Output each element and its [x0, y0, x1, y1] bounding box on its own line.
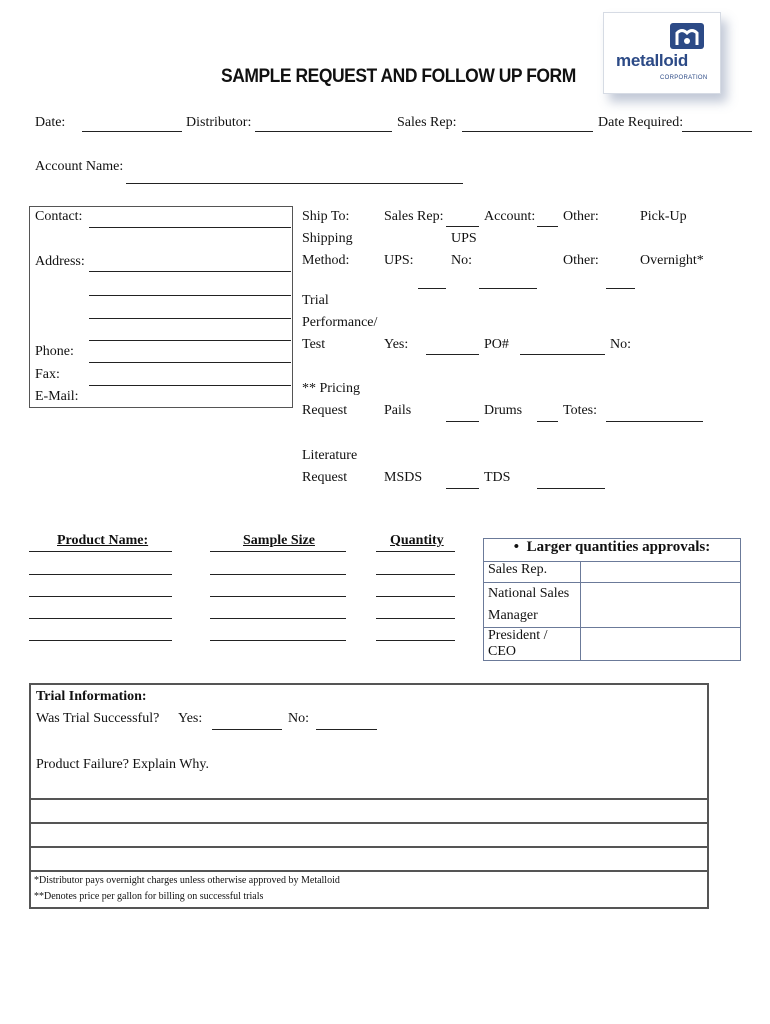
email-label: E-Mail: — [35, 389, 79, 404]
explain-line-4 — [31, 870, 707, 872]
address-field-2[interactable] — [89, 295, 291, 296]
date-field[interactable] — [82, 131, 182, 132]
trial-yes-label: Yes: — [384, 337, 409, 352]
trial-label-3: Test — [302, 337, 326, 352]
product-header-rule — [29, 551, 172, 552]
approval-role-nsm: National Sales Manager — [484, 583, 581, 628]
ship-sales-rep-field[interactable] — [446, 226, 479, 227]
address-field-3[interactable] — [89, 318, 291, 319]
address-label: Address: — [35, 254, 85, 269]
date-required-field[interactable] — [682, 131, 752, 132]
tds-field[interactable] — [537, 488, 605, 489]
po-label: PO# — [484, 337, 509, 352]
qty-header-rule — [376, 551, 455, 552]
trial-success-yes-field[interactable] — [212, 729, 282, 730]
shipping-label: Shipping — [302, 231, 353, 246]
footnote-overnight: *Distributor pays overnight charges unless otherwise approved by Metalloid — [34, 875, 340, 886]
ups-label: UPS: — [384, 253, 414, 268]
trial-no-label: No: — [610, 337, 631, 352]
quantity-field-1[interactable] — [376, 574, 455, 575]
overnight-label: Overnight* — [640, 253, 704, 268]
literature-label-1: Literature — [302, 448, 358, 463]
ship-account-field[interactable] — [537, 226, 558, 227]
ship-other-label: Other: — [563, 209, 599, 224]
method-label: Method: — [302, 253, 350, 268]
ship-to-label: Ship To: — [302, 209, 350, 224]
logo-mark-icon — [668, 21, 706, 51]
product-name-field-4[interactable] — [29, 640, 172, 641]
msds-field[interactable] — [446, 488, 479, 489]
sample-size-field-3[interactable] — [210, 618, 346, 619]
po-field[interactable] — [520, 354, 605, 355]
contact-label: Contact: — [35, 209, 83, 224]
account-name-label: Account Name: — [35, 159, 124, 174]
distributor-label: Distributor: — [186, 115, 252, 130]
logo-wordmark: metalloid — [616, 51, 688, 70]
method-other-field[interactable] — [606, 288, 635, 289]
account-name-field[interactable] — [126, 183, 463, 184]
ups-no-label: No: — [451, 253, 472, 268]
approval-role-sales-rep: Sales Rep. — [484, 562, 581, 583]
company-logo — [603, 12, 721, 94]
product-name-field-3[interactable] — [29, 618, 172, 619]
explain-line-1[interactable] — [31, 798, 707, 800]
approval-sign-nsm[interactable] — [581, 583, 741, 628]
pricing-label-1: ** Pricing — [302, 381, 360, 396]
ups-no-field[interactable] — [479, 288, 537, 289]
ship-sales-rep-label: Sales Rep: — [384, 209, 444, 224]
pricing-label-2: Request — [302, 403, 348, 418]
drums-label: Drums — [484, 403, 523, 418]
sample-size-field-2[interactable] — [210, 596, 346, 597]
sales-rep-label: Sales Rep: — [397, 115, 457, 130]
logo-subtitle: CORPORATION — [660, 75, 708, 81]
trial-info-title: Trial Information: — [36, 689, 147, 704]
footnote-pricing: **Denotes price per gallon for billing on successful trials — [34, 891, 264, 902]
size-header-rule — [210, 551, 346, 552]
explain-line-2[interactable] — [31, 822, 707, 824]
date-label: Date: — [35, 115, 66, 130]
approval-role-president: President / CEO — [484, 628, 581, 661]
phone-field[interactable] — [89, 362, 291, 363]
approvals-table — [483, 538, 741, 661]
sample-size-field-4[interactable] — [210, 640, 346, 641]
contact-box — [29, 206, 293, 408]
ups-top-label: UPS — [451, 231, 477, 246]
fax-label: Fax: — [35, 367, 60, 382]
sales-rep-field[interactable] — [462, 131, 593, 132]
pails-label: Pails — [384, 403, 412, 418]
trial-success-yes-label: Yes: — [178, 711, 203, 726]
quantity-header: Quantity — [390, 533, 444, 548]
totes-field[interactable] — [606, 421, 703, 422]
pickup-label: Pick-Up — [640, 209, 687, 224]
drums-field[interactable] — [537, 421, 558, 422]
ship-account-label: Account: — [484, 209, 536, 224]
address-field-4[interactable] — [89, 340, 291, 341]
literature-label-2: Request — [302, 470, 348, 485]
msds-label: MSDS — [384, 470, 423, 485]
product-name-field-2[interactable] — [29, 596, 172, 597]
sample-size-field-1[interactable] — [210, 574, 346, 575]
approval-sign-sales-rep[interactable] — [581, 562, 741, 583]
contact-field[interactable] — [89, 227, 291, 228]
product-name-header: Product Name: — [57, 533, 149, 548]
approvals-header: • Larger quantities approvals: — [484, 539, 741, 562]
product-name-field-1[interactable] — [29, 574, 172, 575]
was-trial-successful-label: Was Trial Successful? — [36, 711, 160, 726]
tds-label: TDS — [484, 470, 511, 485]
method-other-label: Other: — [563, 253, 599, 268]
totes-label: Totes: — [563, 403, 598, 418]
explain-line-3[interactable] — [31, 846, 707, 848]
distributor-field[interactable] — [255, 131, 392, 132]
trial-label-2: Performance/ — [302, 315, 378, 330]
pails-field[interactable] — [446, 421, 479, 422]
phone-label: Phone: — [35, 344, 74, 359]
bullet-icon: • — [513, 539, 527, 555]
sample-size-header: Sample Size — [243, 533, 315, 548]
product-failure-label: Product Failure? Explain Why. — [36, 757, 210, 772]
approval-sign-president[interactable] — [581, 628, 741, 661]
quantity-field-3[interactable] — [376, 618, 455, 619]
trial-success-no-field[interactable] — [316, 729, 377, 730]
address-field[interactable] — [89, 271, 291, 272]
trial-label-1: Trial — [302, 293, 329, 308]
trial-info-box — [29, 683, 709, 909]
quantity-field-2[interactable] — [376, 596, 455, 597]
ups-field[interactable] — [418, 288, 446, 289]
form-title: SAMPLE REQUEST AND FOLLOW UP FORM — [221, 66, 576, 87]
date-required-label: Date Required: — [598, 115, 684, 130]
trial-yes-field[interactable] — [426, 354, 479, 355]
fax-field[interactable] — [89, 385, 291, 386]
quantity-field-4[interactable] — [376, 640, 455, 641]
trial-success-no-label: No: — [288, 711, 309, 726]
